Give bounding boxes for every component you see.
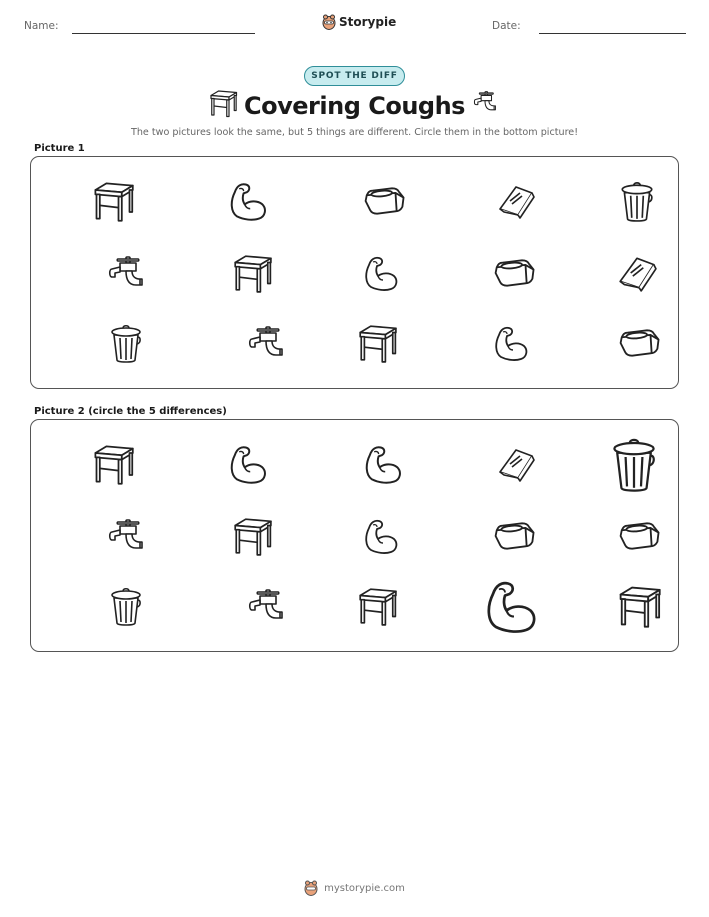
trashcan-icon[interactable] [106, 323, 146, 363]
desk-icon[interactable] [91, 179, 135, 223]
soap-icon[interactable] [491, 513, 537, 559]
faucet-icon[interactable] [246, 586, 286, 626]
arm-icon[interactable] [491, 323, 531, 363]
soap-icon[interactable] [616, 320, 662, 366]
name-line[interactable] [72, 33, 255, 34]
tissue-icon[interactable] [496, 444, 536, 484]
arm-icon[interactable] [226, 179, 270, 223]
storypie-mascot-icon [322, 14, 336, 30]
instructions: The two pictures look the same, but 5 things are different. Circle them in the bottom picture! [130, 127, 579, 138]
picture1-label: Picture 1 [34, 143, 85, 154]
spot-the-diff-badge: SPOT THE DIFF [304, 66, 405, 86]
faucet-icon[interactable] [106, 516, 146, 556]
trashcan-icon[interactable] [106, 586, 146, 626]
arm-icon[interactable] [226, 442, 270, 486]
picture2-label: Picture 2 (circle the 5 differences) [34, 406, 227, 417]
storypie-mascot-icon [304, 880, 318, 896]
title-faucet-icon [472, 88, 498, 116]
date-line[interactable] [539, 33, 686, 34]
footer-url[interactable]: mystorypie.com [324, 882, 405, 894]
desk-icon[interactable] [231, 252, 273, 294]
desk-icon[interactable] [356, 322, 398, 364]
arm-icon[interactable] [361, 442, 405, 486]
picture1-frame [30, 156, 679, 389]
faucet-icon[interactable] [106, 253, 146, 293]
trashcan-icon[interactable] [606, 436, 662, 492]
arm-icon[interactable] [481, 576, 541, 636]
desk-icon[interactable] [91, 442, 135, 486]
footer [0, 880, 709, 896]
page-title: Covering Coughs [244, 92, 465, 120]
date-label: Date: [492, 20, 521, 32]
soap-icon[interactable] [491, 250, 537, 296]
name-label: Name: [24, 20, 59, 32]
tissue-icon[interactable] [616, 252, 658, 294]
arm-icon[interactable] [361, 253, 401, 293]
picture2-frame [30, 419, 679, 652]
faucet-icon[interactable] [246, 323, 286, 363]
desk-icon[interactable] [356, 585, 398, 627]
trashcan-icon[interactable] [616, 180, 658, 222]
soap-icon[interactable] [361, 178, 407, 224]
desk-icon[interactable] [616, 583, 662, 629]
soap-icon[interactable] [616, 513, 662, 559]
arm-icon[interactable] [361, 516, 401, 556]
brand-logo [322, 14, 396, 30]
desk-icon[interactable] [231, 515, 273, 557]
brand-name: Storypie [339, 15, 397, 29]
tissue-icon[interactable] [496, 181, 536, 221]
